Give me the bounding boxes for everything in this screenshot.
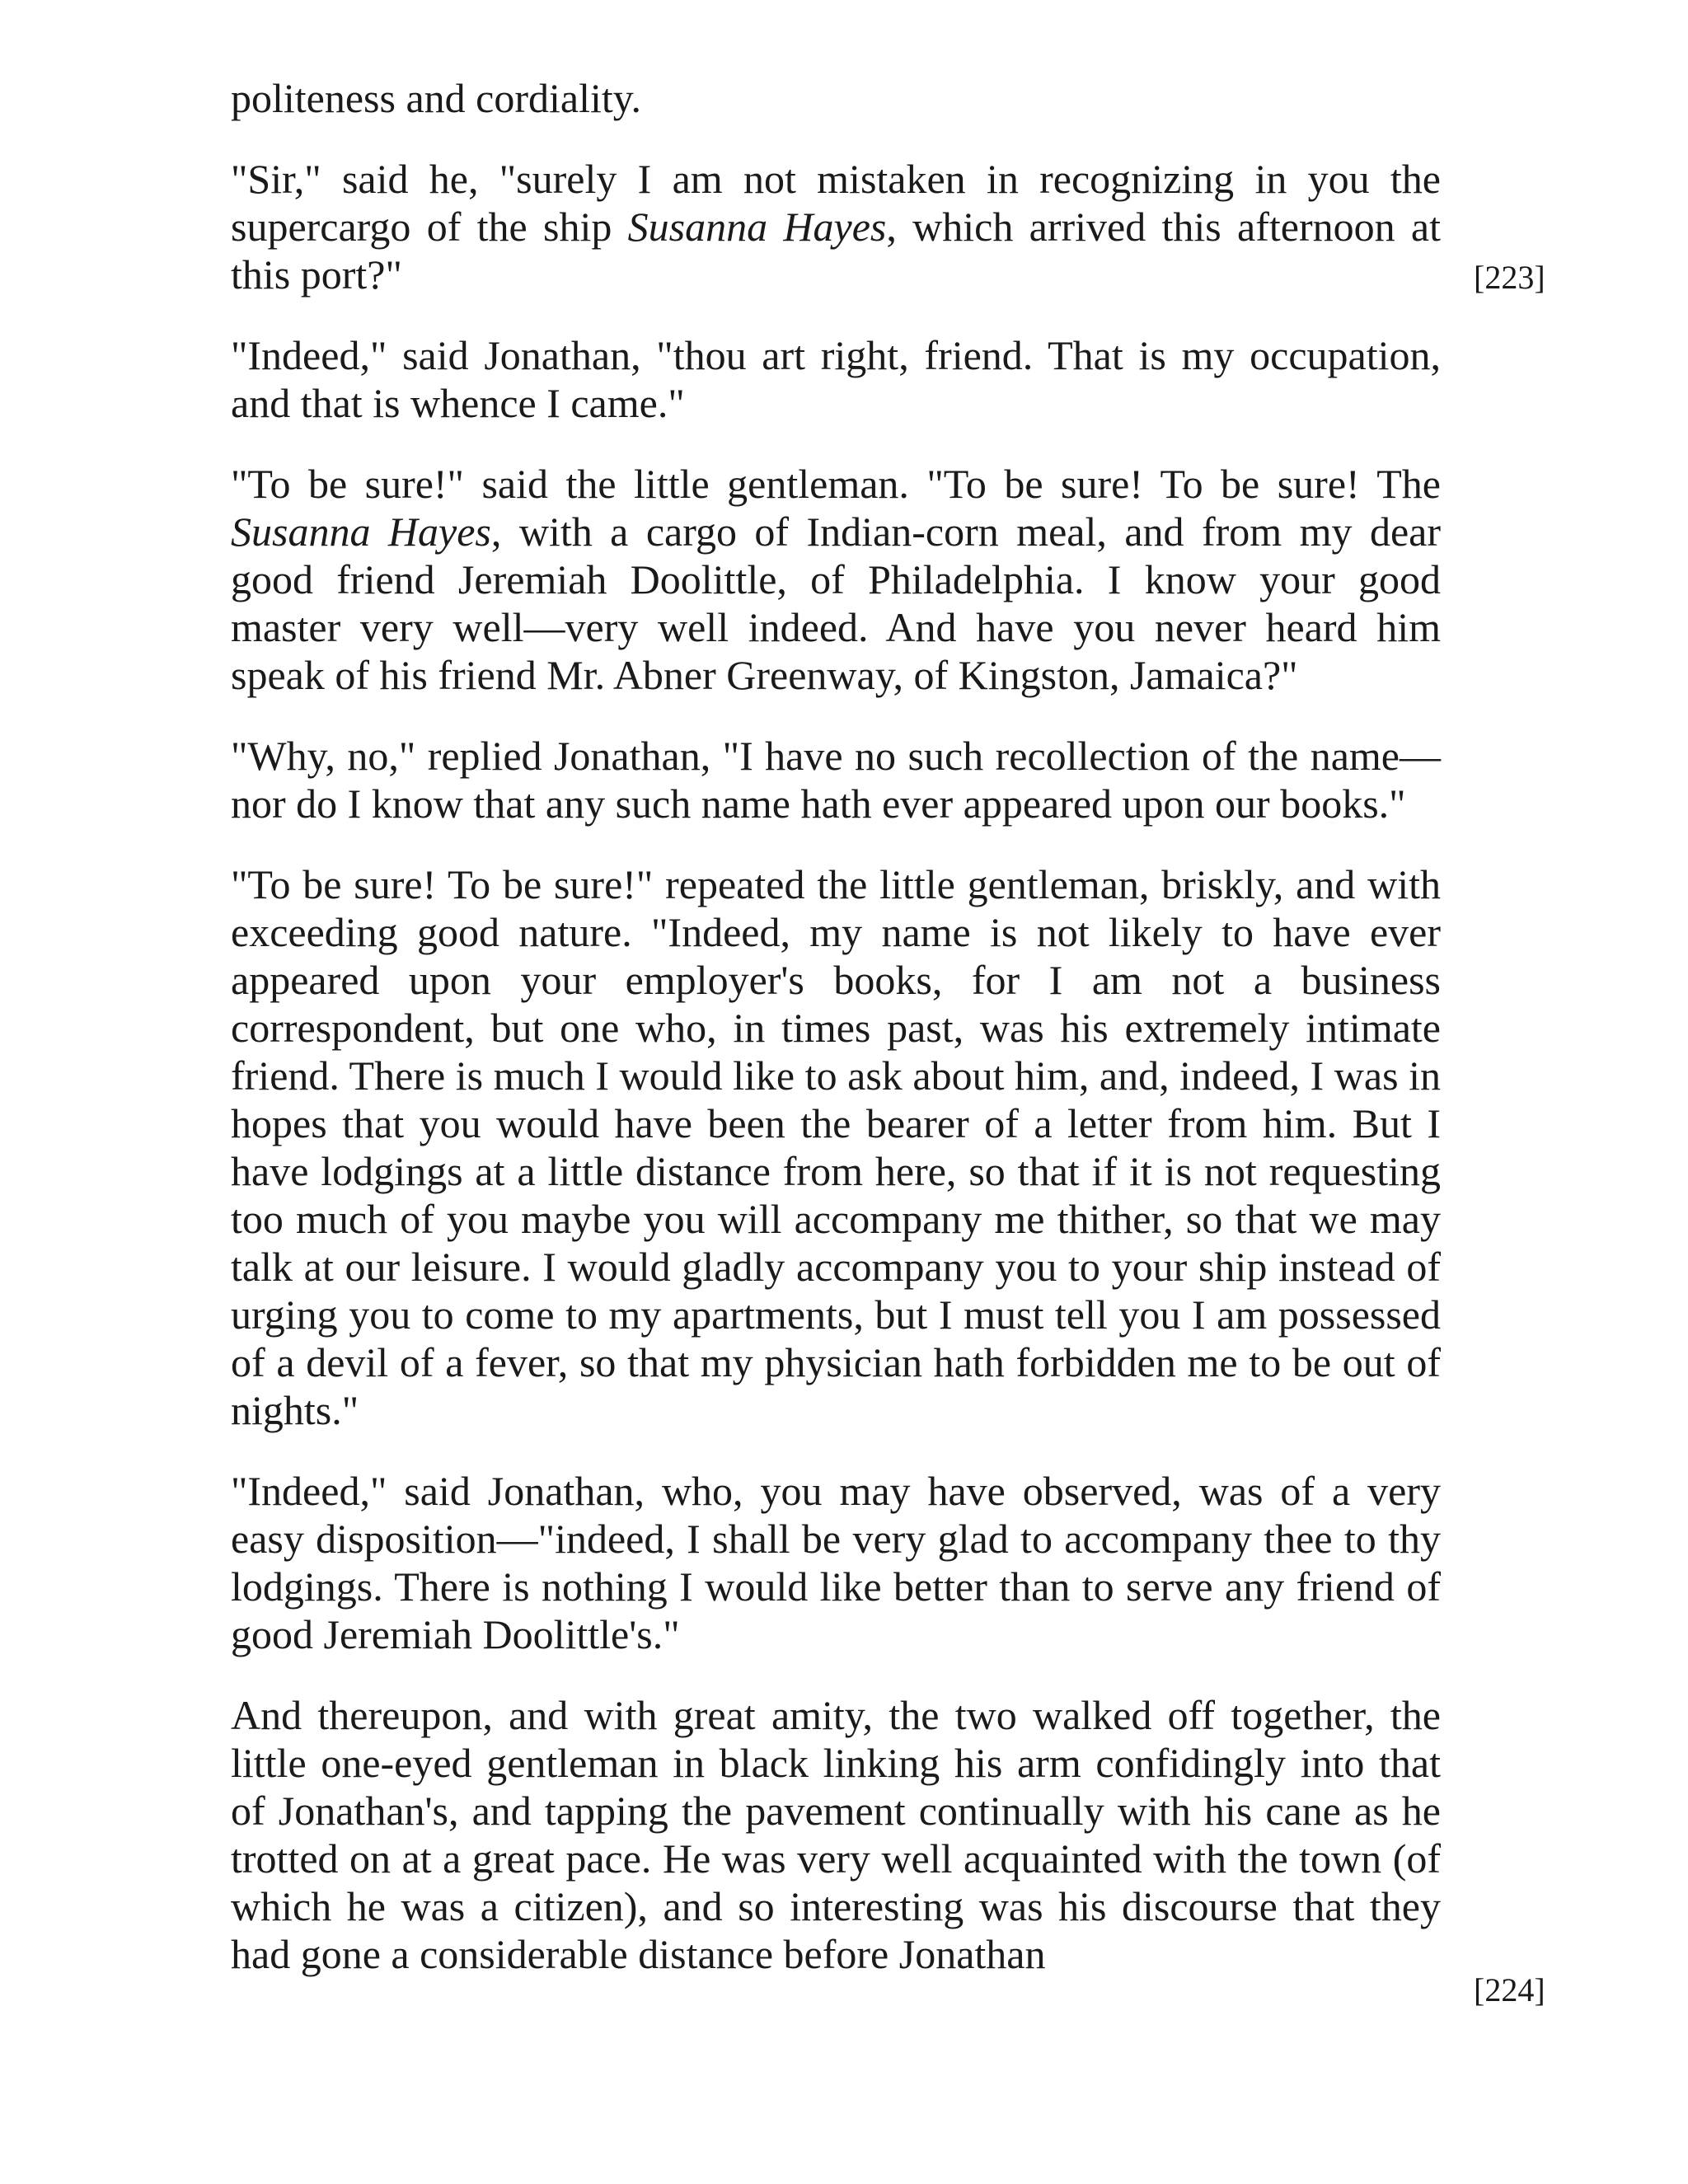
page-number-marker: [223] bbox=[1474, 259, 1545, 296]
paragraph-5: "Why, no," replied Jonathan, "I have no such recollection of the name—nor do I know that any such name hath ever appeared upon our books." bbox=[231, 733, 1441, 827]
paragraph-7: "Indeed," said Jonathan, who, you may have observed, was of a very easy disposition—"indeed, I shall be very glad to accompany thee to thy lodgings. There is nothing I would like better than to serve any friend of good Jeremiah Doolittle's." bbox=[231, 1468, 1441, 1657]
paragraph-4: "To be sure!" said the little gentleman. "To be sure! To be sure! The Susanna Hayes, with a cargo of Indian-corn meal, and from my dear good friend Jeremiah Doolittle, of Philadelphia. I know your good master very well—very well indeed. And have you never heard him speak of his friend Mr. Abner Greenway, of Kingston, Jamaica?" bbox=[231, 461, 1441, 698]
paragraph-6: "To be sure! To be sure!" repeated the little gentleman, briskly, and with exceeding good nature. "Indeed, my name is not likely to have ever appeared upon your employer's books, for I am not a business correspondent, but one who, in times past, was his extremely intimate friend. There is much I would like to ask about him, and, indeed, I was in hopes that you would have been the bearer of a letter from him. But I have lodgings at a little distance from here, so that if it is not requesting too much of you maybe you will accompany me thither, so that we may talk at our leisure. I would gladly accompany you to your ship instead of urging you to come to my apartments, but I must tell you I am possessed of a devil of a fever, so that my physician hath forbidden me to be out of nights." bbox=[231, 861, 1441, 1433]
paragraph-8: And thereupon, and with great amity, the two walked off together, the little one-eyed gentleman in black linking his arm confidingly into that of Jonathan's, and tapping the pavement continually with his cane as he trotted on at a great pace. He was very well acquainted with the town (of which he was a citizen), and so interesting was his discourse that they had gone a considerable distance before Jonathan bbox=[231, 1692, 1441, 1977]
page-number-marker: [224] bbox=[1474, 1971, 1545, 2008]
paragraph-2: "Sir," said he, "surely I am not mistaken in recognizing in you the supercargo of the ship Susanna Hayes, which arrived this afternoon at this port?" bbox=[231, 156, 1441, 298]
ship-name: Susanna Hayes bbox=[231, 509, 491, 555]
paragraph-1: politeness and cordiality. bbox=[231, 75, 642, 121]
ship-name: Susanna Hayes bbox=[627, 204, 887, 250]
paragraph-3: "Indeed," said Jonathan, "thou art right, friend. That is my occupation, and that is whence I came." bbox=[231, 332, 1441, 426]
page-body bbox=[231, 74, 1441, 2011]
